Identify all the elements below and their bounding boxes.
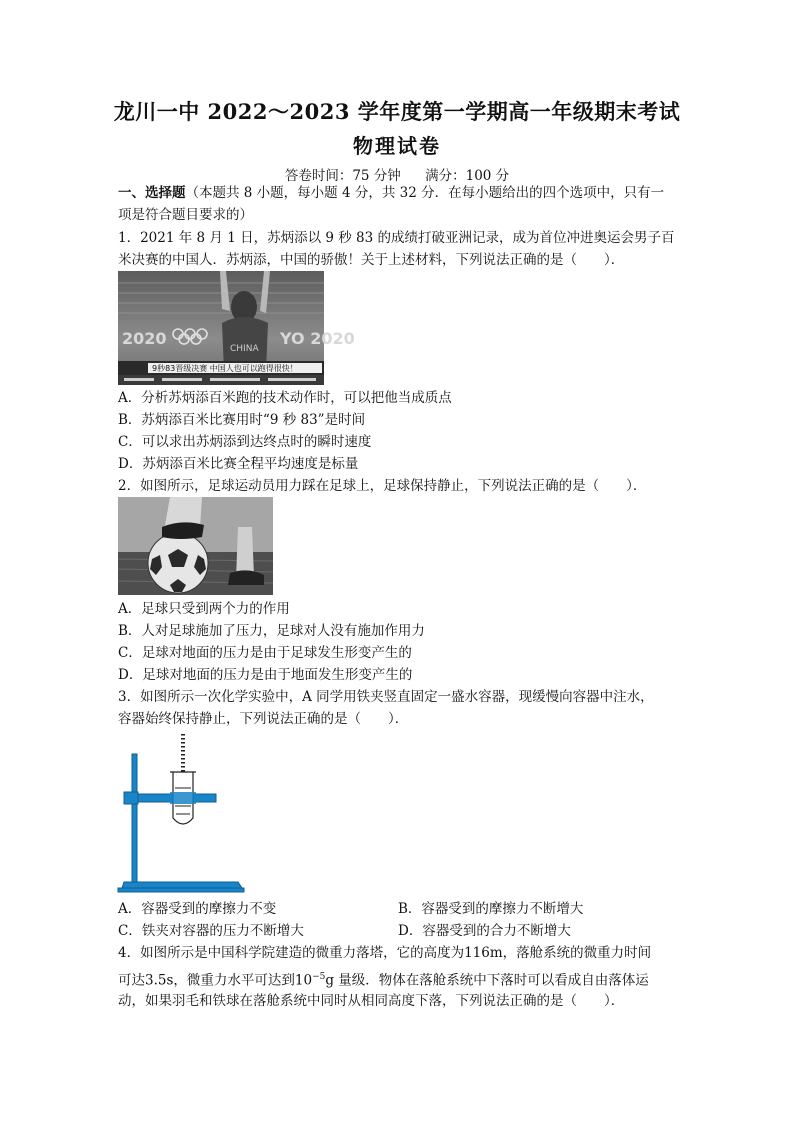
exam-time: 答卷时间：75 分钟 <box>284 168 401 184</box>
section-heading-line <box>118 182 678 204</box>
q2-option-d: D．足球对地面的压力是由于地面发生形变产生的 <box>118 667 413 683</box>
q2-line-1: 2．如图所示，足球运动员用力踩在足球上，足球保持静止，下列说法正确的是（ ）． <box>118 478 647 494</box>
section-heading: 一、选择题 <box>118 185 186 201</box>
q1-line-1: 1．2021 年 8 月 1 日，苏炳添以 9 秒 83 的成绩打破亚洲记录，成为首位冲进奥运会男子百 <box>118 230 675 246</box>
q3-option-d: D．容器受到的合力不断增大 <box>398 923 571 939</box>
q4-line-3: 动，如果羽毛和铁球在落舱系统中同时从相同高度下落，下列说法正确的是（ ）． <box>118 993 625 1009</box>
q3-line-1: 3．如图所示一次化学实验中，A 同学用铁夹竖直固定一盛水容器，现缓慢向容器中注水， <box>118 689 654 705</box>
q1-line-2: 米决赛的中国人．苏炳添，中国的骄傲！关于上述材料，下列说法正确的是（ ）． <box>118 252 625 268</box>
q3-option-b: B．容器受到的摩擦力不断增大 <box>398 901 584 917</box>
q1-photo-sprinter <box>118 271 355 385</box>
sprinter-image <box>118 271 355 385</box>
q3-iron-stand-diagram <box>118 730 248 896</box>
q2-option-c: C．足球对地面的压力是由于足球发生形变产生的 <box>118 645 412 661</box>
football-image <box>118 497 273 595</box>
photo-text-china: CHINA <box>230 344 259 354</box>
exam-title: 龙川一中 2022～2023 学年度第一学期高一年级期末考试 <box>113 99 681 124</box>
stand-rod <box>132 754 137 886</box>
photo-text-tokyo: YO 2020 <box>280 329 355 348</box>
q4-line-2-b: g 量级．物体在落舱系统中下落时可以看成自由落体运 <box>325 972 649 989</box>
q2-photo-football <box>118 497 273 595</box>
q1-option-a: A．分析苏炳添百米跑的技术动作时，可以把他当成质点 <box>118 390 452 406</box>
q1-option-c: C．可以求出苏炳添到达终点时的瞬时速度 <box>118 434 372 450</box>
section-desc-1: （本题共 8 小题，每小题 4 分，共 32 分．在每小题给出的四个选项中，只有一 <box>185 185 665 201</box>
q4-exponent: −5 <box>312 972 326 982</box>
q4-line-2-a: 可达3.5s，微重力水平可达到10 <box>118 972 313 989</box>
stand-base <box>122 882 242 888</box>
q1-option-b: B．苏炳添百米比赛用时“9 秒 83”是时间 <box>118 412 366 428</box>
photo-text-2020: 2020 <box>122 329 167 348</box>
water-stream <box>181 734 185 772</box>
q2-option-a: A．足球只受到两个力的作用 <box>118 601 290 617</box>
photo-caption: 9秒83晋级决赛 中国人也可以跑得很快！ <box>152 364 298 373</box>
q4-line-2 <box>118 966 678 992</box>
clamp-boss <box>124 792 138 804</box>
exam-score: 满分：100 分 <box>425 168 510 184</box>
q3-option-a: A．容器受到的摩擦力不变 <box>118 901 277 917</box>
q4-line-1: 4．如图所示是中国科学院建造的微重力落塔，它的高度为116m，落舱系统的微重力时间 <box>118 945 652 961</box>
q1-option-d: D．苏炳添百米比赛全程平均速度是标量 <box>118 456 359 472</box>
exam-meta <box>0 164 794 184</box>
section-desc-2: 项是符合题目要求的） <box>118 207 253 223</box>
q2-option-b: B．人对足球施加了压力，足球对人没有施加作用力 <box>118 623 425 639</box>
exam-subtitle: 物理试卷 <box>353 134 441 158</box>
q3-line-2: 容器始终保持静止，下列说法正确的是（ ）． <box>118 711 409 727</box>
q3-option-c: C．铁夹对容器的压力不断增大 <box>118 923 304 939</box>
